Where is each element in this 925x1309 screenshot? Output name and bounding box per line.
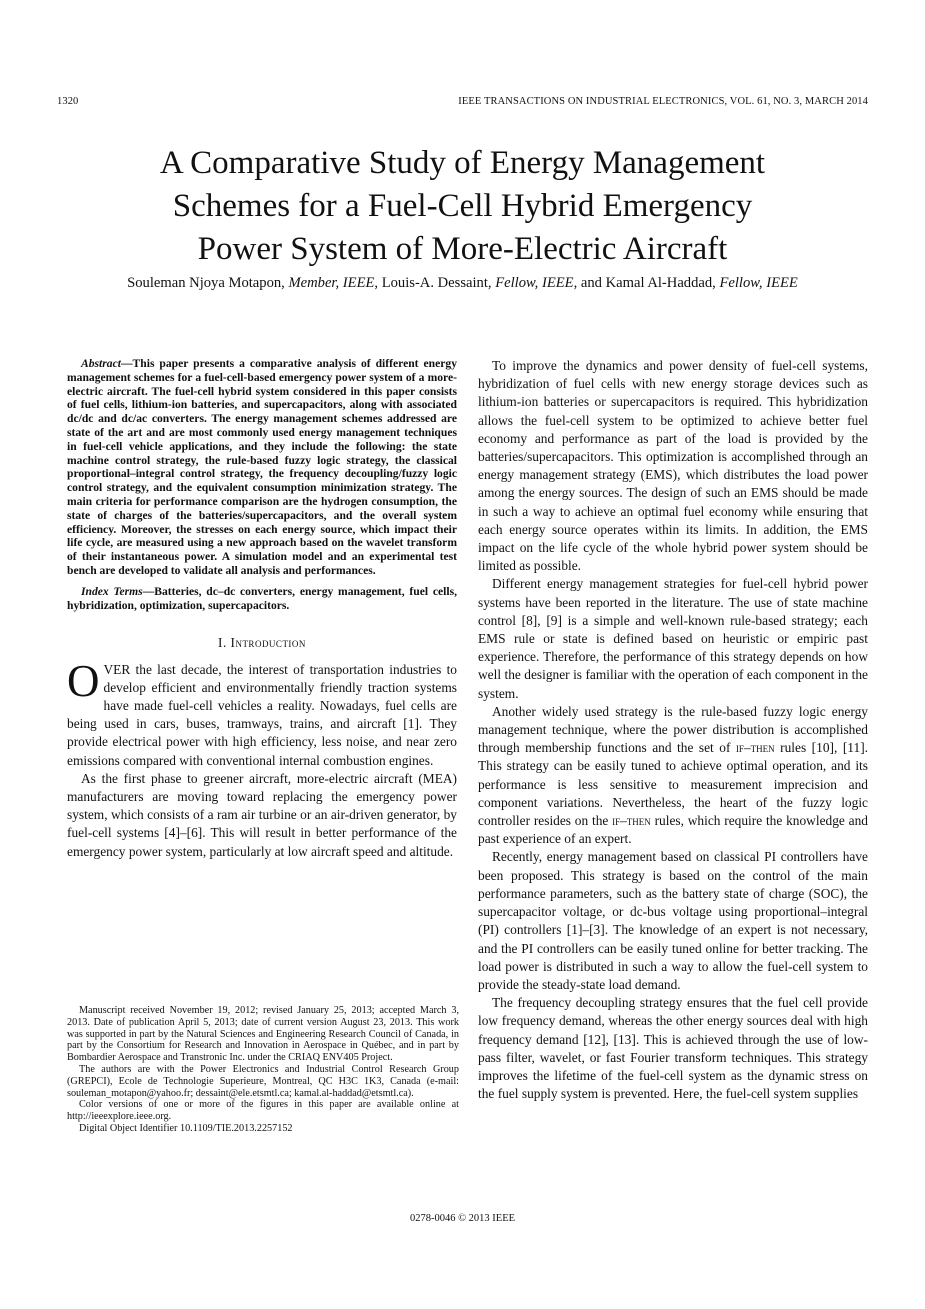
page-number: 1320 [57,96,79,107]
abstract-label: Abstract [81,357,121,370]
section-title: Introduction [230,635,306,651]
index-terms [67,585,457,613]
author-3-role: Fellow, IEEE [719,275,798,291]
title-line-2: Schemes for a Fuel-Cell Hybrid Emergency [172,188,753,224]
copyright-footer: 0278-0046 © 2013 IEEE [409,1213,516,1224]
right-p3-b: rules [10], [11]. This strategy can be easily tuned to achieve optimal operation, and its performance is less sensitive to measurement imprecision and component variations. Nevertheless, the heart of the fuzzy logic controller resides on the [478,740,869,829]
right-paragraph-3 [478,703,868,849]
right-paragraph-2: Different energy management strategies for fuel-cell hybrid power systems have been reported in the literature. The use of state machine control [8], [9] is a simple and well-known rule-based strategy; each EMS rule or state is defined based on heuristic or empiric past experience. Therefore, the performance of this strategy depends on how well the designer is familiar with the operation of each component in the system. [478,576,868,701]
right-column [478,357,868,1103]
if-then-term-2: if–then [612,813,651,829]
intro-paragraph-2: As the first phase to greener aircraft, more-electric aircraft (MEA) manufacturers are moving toward replacing the emergency power system, which consists of a ram air turbine or an air-driven generator, by fuel-cell systems [4]–[6]. This will result in better performance of the emergency power system, particularly at low aircraft speed and altitude. [67,770,457,859]
author-2-role: Fellow, IEEE [495,275,574,291]
section-heading [67,634,457,652]
right-paragraph-4: Recently, energy management based on classical PI controllers have been proposed. This strategy is based on the control of the main performance parameters, such as the battery state of charge (SOC), the supercapacitor voltage, or dc-bus voltage using proportional–integral (PI) controllers [1]–[3]. The knowledge of an expert is not necessary, and the PI controllers can be easily tuned online for better tracking. The load power is distributed in such a way to allow the fuel-cell system to provide the steady-state load demand. [478,849,868,992]
paper-title [60,142,865,271]
if-then-term-1: if–then [735,740,775,756]
right-p3-c: rules, which require the knowledge and past experience of an expert. [478,813,868,847]
right-paragraph-5: The frequency decoupling strategy ensures that the fuel cell provide low frequency demand, whereas the other energy sources deal with high frequency demand [12], [13]. This is achieved through the use of low-pass filter, wavelet, or fast Fourier transform techniques. This strategy improves the lifetime of the fuel-cell system as the dynamic stress on the fuel supply system is prevented. Here, the fuel-cell system supplies [478,995,868,1102]
footnote-color: Color versions of one or more of the figures in this paper are available online at http://ieeexplore.ieee.org. [67,1099,459,1123]
footnotes [67,1005,459,1135]
author-list [40,275,885,292]
abstract [67,357,457,578]
intro-p1-text: VER the last decade, the interest of transportation industries to develop efficient and environmentally friendly traction systems have made fuel-cell vehicles a reality. Nowadays, fuel cells are being used in cars, buses, tramways, trains, and aircraft [1]. They provide electrical power with high efficiency, less noise, and near zero emissions compared with conventional internal combustion engines. [67,661,457,768]
footnote-doi: Digital Object Identifier 10.1109/TIE.2013.2257152 [79,1122,293,1134]
author-1-name: Souleman Njoya Motapon, [127,275,285,291]
index-terms-text: —Batteries, dc–dc converters, energy management, fuel cells, hybridization, optimization, supercapacitors. [67,584,457,612]
drop-cap: O [67,655,100,706]
footnote-manuscript: Manuscript received November 19, 2012; revised January 25, 2013; accepted March 3, 2013. Date of publication April 5, 2013; date of current version August 23, 2013. This work was supported in part by the Natural Sciences and Engineering Research Council of Canada, in part by the Consortium for Research and Innovation in Aerospace in Québec, and in part by Bombardier Aerospace and Transtronic Inc. under the CRIAQ ENV405 Project. [67,1005,459,1064]
title-line-3: Power System of More-Electric Aircraft [197,231,728,267]
right-p3-a: Another widely used strategy is the rule-based fuzzy logic energy management technique, where the power distribution is accomplished through membership functions and the set of [478,703,868,756]
index-terms-label: Index Terms [81,584,143,598]
intro-paragraph-1 [67,655,457,770]
author-3-name: , and Kamal Al-Haddad, [573,275,716,291]
journal-header: IEEE TRANSACTIONS ON INDUSTRIAL ELECTRONICS, VOL. 61, NO. 3, MARCH 2014 [458,96,868,107]
abstract-text: —This paper presents a comparative analysis of different energy management schemes for a fuel-cell-based emergency power system of a more-electric aircraft. The fuel-cell hybrid system considered in this paper consists of fuel cells, lithium-ion batteries, and supercapacitors, along with associated dc/dc and dc/ac converters. The energy management schemes addressed are state of the art and are most commonly used energy management techniques in fuel-cell vehicle applications, and they include the following: the state machine control strategy, the rule-based fuzzy logic strategy, the classical proportional–integral control strategy, the frequency decoupling/fuzzy logic control strategy, and the equivalent consumption minimization strategy. The main criteria for performance comparison are the hydrogen consumption, the state of charges of the batteries/supercapacitors, and the overall system efficiency. Moreover, the stresses on each energy source, which impact their life cycle, are measured using a new approach based on the wavelet transform of their instantaneous power. A simulation model and an experimental test bench are developed to validate all analysis and performances. [67,357,457,577]
author-1-role: Member, IEEE [288,275,375,291]
right-paragraph-1: To improve the dynamics and power density of fuel-cell systems, hybridization of fuel cells with new energy storage devices such as lithium-ion batteries or supercapacitors is required. This hybridization allows the fuel-cell system to be optimized to achieve better fuel economy and performance as part of the load is provided by the batteries/supercapacitors. This optimization is accomplished through an energy management strategy (EMS), which distributes the load power among the energy sources. The design of such an EMS should be made in such a way to achieve an optimal fuel economy while ensuring that each energy source operates within its limits. In addition, the EMS impact on the life cycle of the whole hybrid power system should be limited as possible. [478,358,868,574]
title-line-1: A Comparative Study of Energy Management [159,145,766,181]
left-column [67,357,457,861]
author-2-name: , Louis-A. Dessaint, [374,275,492,291]
footnote-affiliation: The authors are with the Power Electronics and Industrial Control Research Group (GREPCI), Ecole de Technologie Superieure, Montreal, QC H3C 1K3, Canada (e-mail: souleman_motapon@yahoo.fr; dessaint@ele.etsmtl.ca; kamal.al-haddad@etsmtl.ca). [67,1063,459,1099]
section-number: I. [218,635,227,651]
